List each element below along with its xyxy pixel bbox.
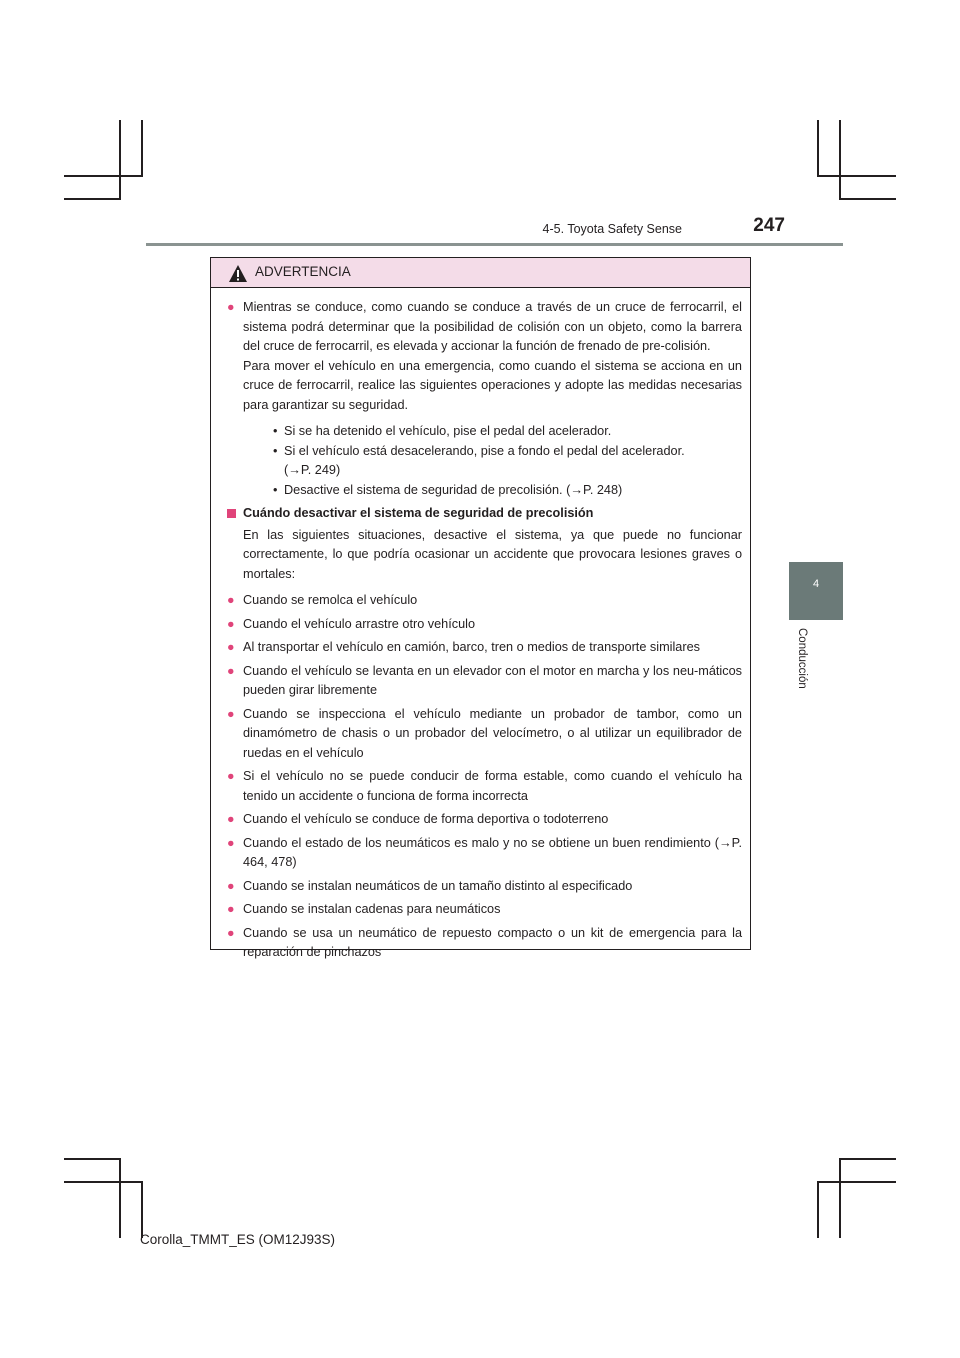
crop-mark — [817, 120, 819, 176]
bullet-icon: ● — [227, 769, 235, 783]
list-item: ● Cuando el vehículo arrastre otro vehículo — [227, 615, 742, 635]
list-item: ● Si el vehículo no se puede conducir de forma estable, como cuando el vehículo ha tenido un accidente o funciona de forma incorrecta — [227, 769, 742, 803]
section-title: 4-5. Toyota Safety Sense — [542, 222, 682, 236]
crop-mark — [119, 120, 121, 200]
chapter-number: 4 — [812, 578, 820, 590]
warning-title: ADVERTENCIA — [255, 264, 351, 279]
chapter-label — [782, 628, 812, 708]
list-item: ● Al transportar el vehículo en camión, barco, tren o medios de transporte similares — [227, 638, 742, 658]
bullet-icon: ● — [227, 812, 235, 826]
page-number: 247 — [753, 215, 785, 236]
bullet-icon: ● — [227, 663, 235, 678]
crop-mark — [119, 1158, 121, 1238]
bullet-icon: ● — [227, 640, 235, 654]
bullet-icon: ● — [227, 835, 235, 850]
header-rule — [146, 243, 843, 246]
crop-mark — [817, 175, 896, 177]
footer-doc-id: Corolla_TMMT_ES (OM12J93S) — [140, 1232, 336, 1247]
crop-mark — [839, 1158, 896, 1160]
crop-mark — [839, 1158, 841, 1238]
bullet-icon: ● — [227, 300, 235, 314]
sub-list — [243, 422, 742, 500]
list-item-text: Para mover el vehículo en una emergencia, como cuando el sistema se acciona en un cruce de ferrocarril, realice las siguientes operaciones y adopte las medidas necesarias para garantizar su seguridad. — [243, 358, 742, 412]
chapter-label-text: Conducción — [796, 628, 808, 689]
sub-list-item: • Si el vehículo está desacelerando, pise a fondo el pedal del acelerador. — [273, 443, 685, 458]
bullet-icon: ● — [227, 706, 235, 721]
crop-mark — [839, 120, 841, 200]
warning-header — [211, 258, 750, 288]
warning-body — [211, 298, 750, 967]
crop-mark — [64, 1181, 143, 1183]
list-item: ● Cuando el vehículo se conduce de forma deportiva o todoterreno — [227, 810, 742, 830]
bullet-icon: ● — [227, 902, 235, 916]
crop-mark — [817, 1181, 819, 1238]
list-item: ● Cuando el vehículo se levanta en un elevador con el motor en marcha y los neu-máticos pueden girar libremente — [227, 663, 742, 697]
bullet-icon: ● — [227, 925, 235, 940]
square-bullet-icon — [227, 509, 236, 518]
list-item: ● Cuando se inspecciona el vehículo mediante un probador de tambor, como un dinamómetro de chasis o un probador del velocímetro, o al utilizar un equilibrador de ruedas en el vehículo — [227, 706, 742, 760]
crop-mark — [64, 1158, 121, 1160]
list-item: ● Cuando el estado de los neumáticos es malo y no se obtiene un buen rendimiento (→P. 464, 478) — [227, 835, 742, 869]
crop-mark — [141, 1181, 143, 1238]
warning-triangle-icon — [228, 264, 248, 283]
crop-mark — [817, 1181, 896, 1183]
crop-mark — [141, 120, 143, 176]
list-item-text: Mientras se conduce, como cuando se conduce a través de un cruce de ferrocarril, el sistema podrá determinar que la posibilidad de colisión con un objeto, como la barrera del cruce de ferrocarril, es elevada y accionar la función de frenado de pre-colisión. — [243, 300, 742, 353]
list-item: ● Cuando se instalan cadenas para neumáticos — [227, 900, 742, 920]
bullet-icon: ● — [227, 878, 235, 893]
crop-mark — [839, 198, 896, 200]
crop-mark — [64, 198, 121, 200]
bullet-icon: ● — [227, 616, 235, 631]
sub-list-item: • Desactive el sistema de seguridad de precolisión. (→P. 248) — [273, 482, 623, 497]
list-item — [227, 298, 742, 500]
crop-mark — [64, 175, 143, 177]
chapter-tab — [789, 562, 843, 620]
list-item: ● Cuando se instalan neumáticos de un tamaño distinto al especificado — [227, 877, 742, 897]
list-item: ● Cuando se remolca el vehículo — [227, 591, 742, 611]
warning-box — [210, 257, 751, 959]
sub-list-item: • Si se ha detenido el vehículo, pise el pedal del acelerador. — [273, 424, 612, 438]
subsection-paragraph: En las siguientes situaciones, desactive el sistema, ya que puede no funcionar correctamente, lo que podría ocasionar un accidente que provocara lesiones graves o mortales: — [243, 527, 742, 581]
sub-list-item-cont: (→P. 249) — [284, 463, 341, 477]
list-item: ● Cuando se usa un neumático de repuesto compacto o un kit de emergencia para la reparación de pinchazos — [227, 925, 742, 959]
subsection-heading: Cuándo desactivar el sistema de seguridad de precolisión — [227, 504, 742, 524]
bullet-icon: ● — [227, 593, 235, 607]
